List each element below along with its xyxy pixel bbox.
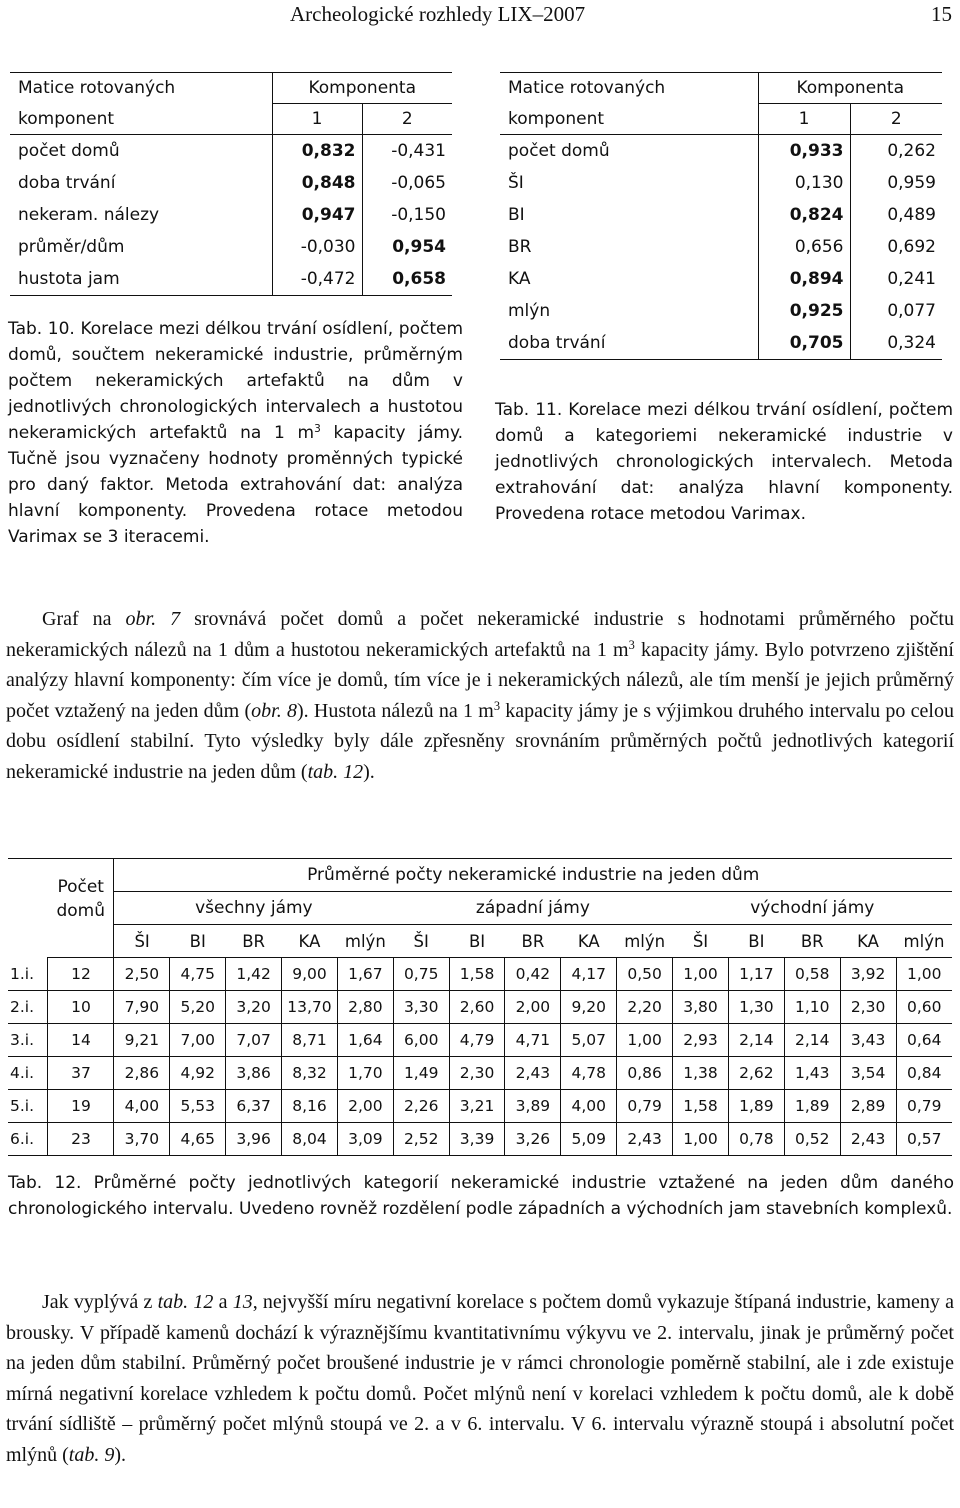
paragraph-text: Graf na <box>42 608 126 630</box>
figure-reference: obr. 8 <box>251 699 297 722</box>
subcolumn-header: BR <box>784 925 840 958</box>
table-cell: 1,58 <box>449 958 505 991</box>
row-label: BI <box>508 205 525 225</box>
subcolumn-header: KA <box>840 925 896 958</box>
running-header <box>0 0 960 30</box>
table-12-body <box>8 958 952 1156</box>
row-label: nekeram. nálezy <box>18 205 160 225</box>
table-10 <box>10 72 452 296</box>
house-count: 10 <box>48 991 114 1024</box>
table-cell: 0,84 <box>896 1057 952 1090</box>
subcolumn-header: BR <box>226 925 282 958</box>
subcolumn-header: BI <box>728 925 784 958</box>
component-1-header: 1 <box>758 104 850 135</box>
table-row <box>500 135 942 168</box>
table-cell: 8,32 <box>282 1057 338 1090</box>
komponenta-header: Komponenta <box>758 73 942 104</box>
interval-label: 1.i. <box>8 958 48 991</box>
table-cell: 2,14 <box>728 1024 784 1057</box>
table-reference: tab. 12 <box>157 1291 214 1313</box>
component-2-value: -0,150 <box>362 199 452 231</box>
row-label: počet domů <box>18 141 120 161</box>
component-1-header: 1 <box>272 104 362 135</box>
table-row <box>10 263 452 296</box>
table-cell: 1,17 <box>728 958 784 991</box>
table-10-caption <box>8 316 463 550</box>
row-label: BR <box>508 237 532 257</box>
subcolumn-header: mlýn <box>896 925 952 958</box>
subcolumn-header: KA <box>561 925 617 958</box>
table-cell: 0,57 <box>896 1123 952 1156</box>
row-label: ŠI <box>508 173 524 193</box>
interval-label: 3.i. <box>8 1024 48 1057</box>
component-2-value: 0,692 <box>850 231 942 263</box>
body-paragraph-2 <box>6 1287 954 1470</box>
table-header-label: Matice rotovaných <box>500 73 758 104</box>
table-cell: 2,30 <box>449 1057 505 1090</box>
component-1-value: 0,824 <box>758 199 850 231</box>
table-cell: 1,30 <box>728 991 784 1024</box>
table-cell: 8,16 <box>282 1090 338 1123</box>
table-10-body <box>10 135 452 296</box>
component-2-value: 0,077 <box>850 295 942 327</box>
table-cell: 1,00 <box>896 958 952 991</box>
table-row <box>500 263 942 295</box>
house-count: 23 <box>48 1123 114 1156</box>
row-label: hustota jam <box>10 263 272 296</box>
table-cell: 2,00 <box>337 1090 393 1123</box>
table-cell: 2,14 <box>784 1024 840 1057</box>
table-cell: 6,37 <box>226 1090 282 1123</box>
component-2-value: 0,954 <box>362 231 452 263</box>
table-cell: 5,07 <box>561 1024 617 1057</box>
table-11 <box>500 72 942 360</box>
table-cell: 3,21 <box>449 1090 505 1123</box>
table-cell: 5,20 <box>170 991 226 1024</box>
component-1-value: 0,933 <box>758 135 850 168</box>
row-label: mlýn <box>508 301 551 321</box>
house-count: 37 <box>48 1057 114 1090</box>
table-cell: 5,53 <box>170 1090 226 1123</box>
component-2-header: 2 <box>850 104 942 135</box>
table-row <box>8 1123 952 1156</box>
table-cell: 4,00 <box>561 1090 617 1123</box>
component-1-value: 0,947 <box>272 199 362 231</box>
table-cell: 3,92 <box>840 958 896 991</box>
table-cell: 1,70 <box>337 1057 393 1090</box>
table-cell: 4,92 <box>170 1057 226 1090</box>
table-row <box>10 167 452 199</box>
table-cell: 4,65 <box>170 1123 226 1156</box>
table-cell: 0,86 <box>617 1057 673 1090</box>
table-cell: 1,00 <box>673 1123 729 1156</box>
subcolumn-header: BI <box>170 925 226 958</box>
table-cell: 0,58 <box>784 958 840 991</box>
table-cell: 3,20 <box>226 991 282 1024</box>
table-row <box>8 958 952 991</box>
component-2-value: 0,241 <box>850 263 942 295</box>
interval-label: 4.i. <box>8 1057 48 1090</box>
component-2-value: 0,262 <box>850 135 942 168</box>
paragraph-text: kapacity jámy. Bylo potvrzeno zjištění analýzy hlavní komponenty: čím více je domů, tím více je i nekeramických nálezů, ale tím menší je jejich průměrný počet vztažený na jeden dům ( <box>6 638 954 722</box>
component-1-value: 0,894 <box>758 263 850 295</box>
table-row <box>8 991 952 1024</box>
table-row <box>500 295 942 327</box>
component-1-value: -0,472 <box>272 263 362 296</box>
table-cell: 0,79 <box>896 1090 952 1123</box>
table-cell: 0,60 <box>896 991 952 1024</box>
table-cell: 2,93 <box>673 1024 729 1057</box>
table-cell: 0,52 <box>784 1123 840 1156</box>
paragraph-text: Jak vyplývá z <box>42 1291 158 1313</box>
subcolumn-header: BR <box>505 925 561 958</box>
house-count: 12 <box>48 958 114 991</box>
table-cell: 1,67 <box>337 958 393 991</box>
row-label: doba trvání <box>18 173 116 193</box>
table-cell: 0,78 <box>728 1123 784 1156</box>
table-cell: 1,89 <box>728 1090 784 1123</box>
table-cell: 8,71 <box>282 1024 338 1057</box>
table-cell: 1,64 <box>337 1024 393 1057</box>
superscript: 3 <box>628 637 635 652</box>
component-2-value: -0,431 <box>362 135 452 168</box>
table-cell: 1,10 <box>784 991 840 1024</box>
paragraph-text: , nejvyšší míru negativní korelace s počtem domů vykazuje štípaná industrie, kameny a brousky. V případě kamenů dochází k výraznějšímu kvantitativnímu výkyvu ve 2. intervalu, jinak je průměrný počet na jeden dům stabilní. Průměrný počet broušené industrie je v rámci chronologie poměrně stabilní, ale i zde existuje mírná negativní korelace vzhledem k počtu domů. Počet mlýnů není v korelaci vzhledem k počtu domů, ale k době trvání sídliště – průměrný počet mlýnů stoupá ve 2. a v 6. intervalu. V 6. intervalu výrazně stoupá i absolutní počet mlýnů ( <box>6 1291 954 1466</box>
table-cell: 5,09 <box>561 1123 617 1156</box>
paragraph-text: ). Hustota nálezů na 1 m <box>296 699 494 722</box>
subcolumn-header: BI <box>449 925 505 958</box>
group-header-east-pits: východní jámy <box>673 892 952 925</box>
table-row <box>10 135 452 168</box>
body-paragraph-1 <box>6 604 954 787</box>
table-cell: 2,43 <box>505 1057 561 1090</box>
table-cell: 2,26 <box>393 1090 449 1123</box>
component-1-value: 0,705 <box>758 327 850 360</box>
row-label: počet domů <box>508 141 610 161</box>
table-cell: 4,00 <box>114 1090 170 1123</box>
table-cell: 3,43 <box>840 1024 896 1057</box>
component-1-value: 0,832 <box>272 135 362 168</box>
component-1-value: 0,130 <box>758 167 850 199</box>
paragraph-text: kapacity jámy je s výjimkou druhého intervalu po celou dobu osídlení stabilní. Tyto výsledky byly dále zpřesněny srovnáním průměrných počtů jednotlivých kategorií nekeramické industrie na jeden dům ( <box>6 699 954 783</box>
pocet-line: domů <box>56 900 105 921</box>
table-cell: 2,20 <box>617 991 673 1024</box>
component-1-value: -0,030 <box>272 231 362 263</box>
table-cell: 7,07 <box>226 1024 282 1057</box>
table-cell: 3,54 <box>840 1057 896 1090</box>
table-cell: 9,21 <box>114 1024 170 1057</box>
table-cell: 9,00 <box>282 958 338 991</box>
table-row <box>8 1057 952 1090</box>
table-cell: 2,52 <box>393 1123 449 1156</box>
table-cell: 4,78 <box>561 1057 617 1090</box>
table-cell: 3,30 <box>393 991 449 1024</box>
komponenta-header: Komponenta <box>272 73 452 104</box>
component-2-value: 0,489 <box>850 199 942 231</box>
table-cell: 8,04 <box>282 1123 338 1156</box>
table-cell: 4,71 <box>505 1024 561 1057</box>
table-cell: 2,86 <box>114 1057 170 1090</box>
table-row <box>10 199 452 231</box>
subcolumn-header: ŠI <box>673 925 729 958</box>
table-11-caption: Tab. 11. Korelace mezi délkou trvání osídlení, počtem domů a kategoriemi nekeramické industrie v jednotlivých chronologických intervalech. Metoda extrahování dat: analýza hlavní komponenty. Provedena rotace metodou Varimax. <box>495 400 953 524</box>
paragraph-text: ). <box>363 760 375 783</box>
page-number: 15 <box>931 2 952 26</box>
subcolumn-header: mlýn <box>337 925 393 958</box>
table-row <box>10 231 452 263</box>
table-cell: 7,90 <box>114 991 170 1024</box>
component-2-header: 2 <box>362 104 452 135</box>
table-cell: 4,75 <box>170 958 226 991</box>
component-1-value: 0,848 <box>272 167 362 199</box>
row-label: KA <box>508 269 531 289</box>
table-reference: tab. 12 <box>307 760 364 783</box>
table-cell: 3,09 <box>337 1123 393 1156</box>
table-12 <box>8 858 952 1156</box>
group-header-west-pits: západní jámy <box>393 892 672 925</box>
component-2-value: 0,658 <box>362 263 452 296</box>
paragraph-text: srovnává počet domů a počet nekeramické industrie s hodnotami průměrného počtu nekeramických nálezů na 1 dům a hustotou nekeramických artefaktů na 1 m <box>6 608 954 661</box>
table-cell: 3,80 <box>673 991 729 1024</box>
component-1-value: 0,656 <box>758 231 850 263</box>
table-cell: 6,00 <box>393 1024 449 1057</box>
superscript: 3 <box>314 423 321 436</box>
table-cell: 1,42 <box>226 958 282 991</box>
table-cell: 1,49 <box>393 1057 449 1090</box>
table-cell: 4,17 <box>561 958 617 991</box>
table-cell: 2,60 <box>449 991 505 1024</box>
table-reference: tab. 9 <box>68 1443 115 1466</box>
row-label: průměr/dům <box>18 237 125 257</box>
component-2-value: -0,065 <box>362 167 452 199</box>
superscript: 3 <box>493 698 501 713</box>
table-reference: 13 <box>232 1291 253 1313</box>
table-cell: 1,00 <box>617 1024 673 1057</box>
table-cell: 9,20 <box>561 991 617 1024</box>
pocet-domu-header <box>48 859 114 925</box>
table-cell: 1,58 <box>673 1090 729 1123</box>
subcolumn-header: KA <box>282 925 338 958</box>
running-title: Archeologické rozhledy LIX–2007 <box>290 2 586 26</box>
table-cell: 0,42 <box>505 958 561 991</box>
table-cell: 2,62 <box>728 1057 784 1090</box>
pocet-line: Počet <box>57 876 104 897</box>
table-11-body <box>500 135 942 360</box>
table-cell: 2,43 <box>617 1123 673 1156</box>
table-cell: 0,75 <box>393 958 449 991</box>
table-12-title: Průměrné počty nekeramické industrie na jeden dům <box>114 859 952 892</box>
table-cell: 3,26 <box>505 1123 561 1156</box>
table-cell: 3,96 <box>226 1123 282 1156</box>
table-cell: 0,79 <box>617 1090 673 1123</box>
table-header-label: komponent <box>10 104 272 135</box>
group-header-all-pits: všechny jámy <box>114 892 393 925</box>
table-header-label: komponent <box>500 104 758 135</box>
table-cell: 1,38 <box>673 1057 729 1090</box>
subcolumn-header: ŠI <box>114 925 170 958</box>
table-12-caption: Tab. 12. Průměrné počty jednotlivých kategorií nekeramické industrie vztažené na jeden dům daného chronologického intervalu. Uvedeno rovněž rozdělení podle západních a východních jam stavebních komplexů. <box>8 1173 954 1219</box>
caption-text: Tab. 10. Korelace mezi délkou trvání osídlení, počtem domů, součtem nekeramické industrie, průměrným počtem nekeramických artefaktů na dům v jednotlivých chronologických intervalech a hustotou nekeramických artefaktů na 1 m <box>8 319 463 443</box>
table-row <box>8 1024 952 1057</box>
table-row <box>500 327 942 360</box>
table-row <box>500 199 942 231</box>
paragraph-text: ). <box>114 1443 127 1466</box>
table-cell: 2,30 <box>840 991 896 1024</box>
table-cell: 2,50 <box>114 958 170 991</box>
table-cell: 0,64 <box>896 1024 952 1057</box>
table-row <box>8 1090 952 1123</box>
paragraph-text: a <box>213 1291 233 1313</box>
table-cell: 3,89 <box>505 1090 561 1123</box>
table-header-label: Matice rotovaných <box>10 73 272 104</box>
component-1-value: 0,925 <box>758 295 850 327</box>
house-count: 19 <box>48 1090 114 1123</box>
row-label: doba trvání <box>500 327 758 360</box>
table-cell: 2,89 <box>840 1090 896 1123</box>
table-row <box>500 231 942 263</box>
table-row <box>500 167 942 199</box>
table-cell: 1,00 <box>673 958 729 991</box>
table-cell: 3,86 <box>226 1057 282 1090</box>
table-cell: 7,00 <box>170 1024 226 1057</box>
table-cell: 3,70 <box>114 1123 170 1156</box>
table-cell: 2,00 <box>505 991 561 1024</box>
figure-reference: obr. 7 <box>125 608 181 630</box>
interval-label: 2.i. <box>8 991 48 1024</box>
interval-label: 6.i. <box>8 1123 48 1156</box>
table-cell: 2,43 <box>840 1123 896 1156</box>
table-cell: 1,43 <box>784 1057 840 1090</box>
subcolumn-header: ŠI <box>393 925 449 958</box>
table-cell: 0,50 <box>617 958 673 991</box>
component-2-value: 0,324 <box>850 327 942 360</box>
subcolumn-header: mlýn <box>617 925 673 958</box>
table-cell: 2,80 <box>337 991 393 1024</box>
table-cell: 3,39 <box>449 1123 505 1156</box>
caption-text: kapacity jámy. Tučně jsou vyznačeny hodnoty proměnných typické pro daný faktor. Metoda extrahování dat: analýza hlavní komponenty. Provedena rotace metodou Varimax se 3 iteracemi. <box>8 423 463 547</box>
interval-header-blank <box>8 859 48 958</box>
pocet-blank <box>48 925 114 958</box>
table-cell: 4,79 <box>449 1024 505 1057</box>
interval-label: 5.i. <box>8 1090 48 1123</box>
table-cell: 13,70 <box>282 991 338 1024</box>
house-count: 14 <box>48 1024 114 1057</box>
component-2-value: 0,959 <box>850 167 942 199</box>
table-cell: 1,89 <box>784 1090 840 1123</box>
